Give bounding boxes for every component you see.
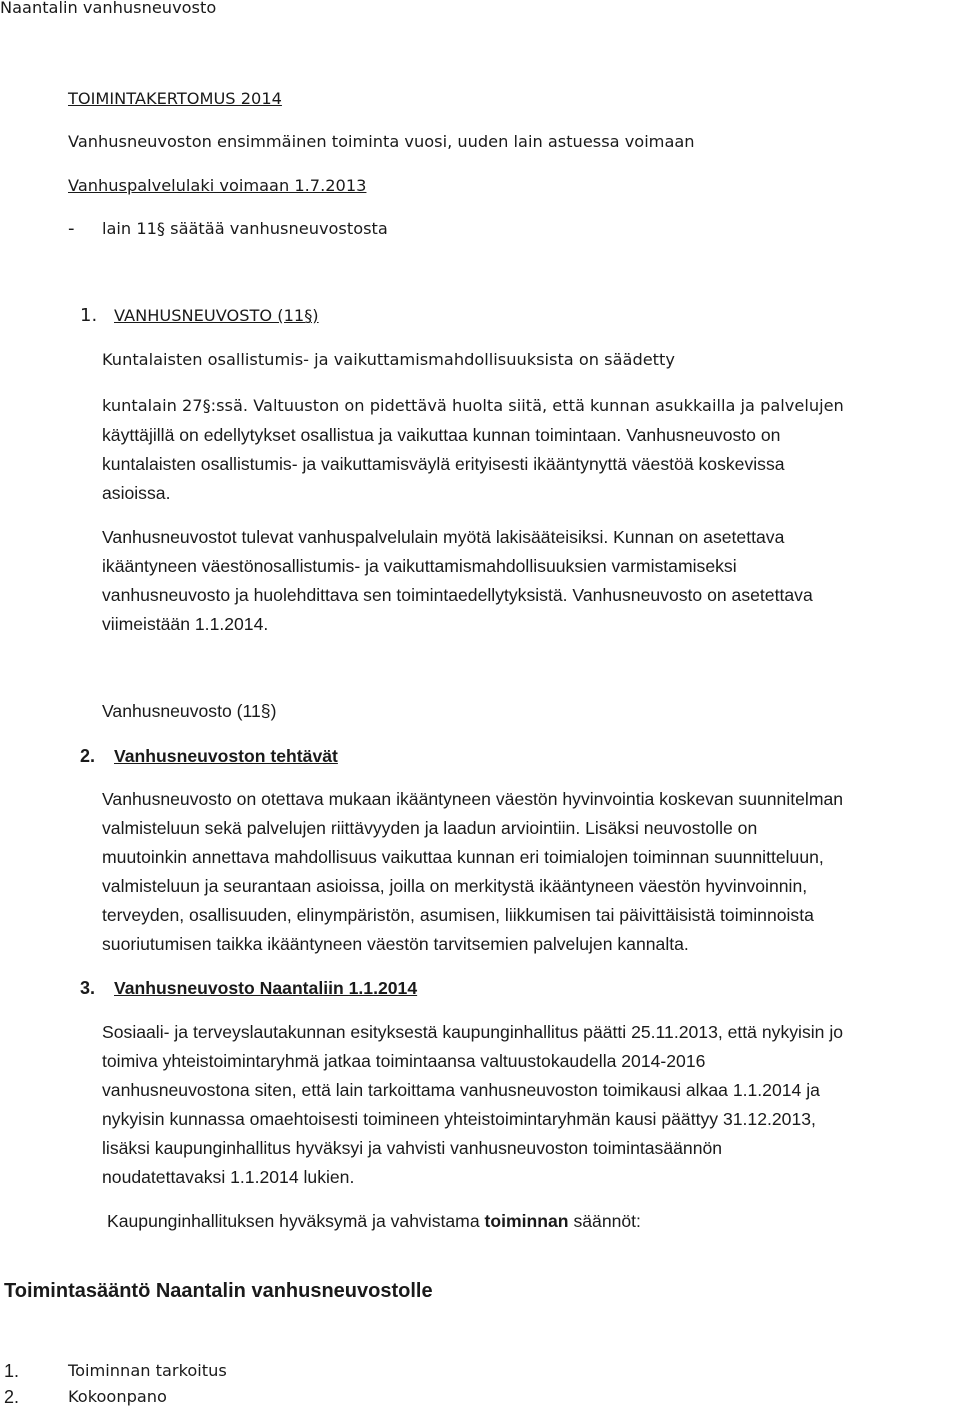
section1-line: ikääntyneen väestönosallistumis- ja vaikuttamismahdollisuuksien varmistamiseksi (102, 556, 737, 576)
section2-line: valmisteluun sekä palvelujen riittävyyden ja laadun arviointiin. Lisäksi neuvostolle on (102, 818, 758, 838)
section2-line: valmisteluun ja seurantaan asioissa, joilla on merkitystä ikääntyneen väestön hyvinvoinnin, (102, 876, 808, 896)
approved-rules-post: säännöt: (568, 1211, 641, 1231)
rules-item-label: Toiminnan tarkoitus (68, 1361, 227, 1380)
report-subtitle: Vanhusneuvoston ensimmäinen toiminta vuosi, uuden lain astuessa voimaan (68, 132, 695, 151)
section3-line: toimiva yhteistoimintaryhmä jatkaa toimintaansa valtuustokaudella 2014-2016 (102, 1051, 706, 1071)
document-header: Naantalin vanhusneuvosto (0, 0, 217, 17)
section1-line: Kuntalaisten osallistumis- ja vaikuttamismahdollisuuksista on säädetty (102, 350, 675, 369)
section2-line: suoriutumisen taikka ikääntyneen väestön tarvitsemien palvelujen kannalta. (102, 934, 689, 954)
section2-line: muutoinkin annettava mahdollisuus vaikuttaa kunnan eri toimialojen toiminnan suunnitteluun, (102, 847, 824, 867)
section2-line: terveyden, osallisuuden, elinympäristön, asumisen, liikkumisen tai päivittäisistä toiminnoista (102, 905, 814, 925)
rules-item-number: 2. (4, 1387, 20, 1407)
approved-rules-line (107, 1210, 641, 1232)
section3-number: 3. (80, 978, 96, 998)
approved-rules-bold: toiminnan (484, 1211, 569, 1231)
section3-heading: Vanhusneuvosto Naantaliin 1.1.2014 (114, 978, 418, 998)
report-title: TOIMINTAKERTOMUS 2014 (68, 89, 282, 108)
rules-item-number: 1. (4, 1361, 20, 1381)
section3-line: Sosiaali- ja terveyslautakunnan esityksestä kaupunginhallitus päätti 25.11.2013, että nykyisin jo (102, 1022, 844, 1042)
rules-title: Toimintasääntö Naantalin vanhusneuvostolle (4, 1280, 433, 1302)
bullet-dash: - (68, 218, 75, 239)
section1-line: kuntalain 27§:ssä. Valtuuston on pidettävä huolta siitä, että kunnan asukkailla ja palvelujen (102, 396, 844, 415)
section3-line: vanhusneuvostona siten, että lain tarkoittama vanhusneuvoston toimikausi alkaa 1.1.2014 ja (102, 1080, 820, 1100)
section1-line: Vanhusneuvostot tulevat vanhuspalvelulain myötä lakisääteisiksi. Kunnan on asetettava (102, 527, 785, 547)
section1-heading: VANHUSNEUVOSTO (11§) (114, 306, 319, 325)
section2-line: Vanhusneuvosto on otettava mukaan ikääntyneen väestön hyvinvointia koskevan suunnitelman (102, 789, 844, 809)
law-heading: Vanhuspalvelulaki voimaan 1.7.2013 (68, 176, 367, 195)
section1-line: vanhusneuvosto ja huolehdittava sen toimintaedellytyksistä. Vanhusneuvosto on asetettava (102, 585, 813, 605)
section1-line: asioissa. (102, 483, 171, 503)
section1-line: käyttäjillä on edellytykset osallistua ja vaikuttaa kunnan toimintaan. Vanhusneuvosto on (102, 425, 781, 445)
law-bullet-text: lain 11§ säätää vanhusneuvostosta (102, 219, 388, 238)
section3-line: nykyisin kunnassa omaehtoisesti toimineen yhteistoimintaryhmän kausi päättyy 31.12.2013, (102, 1109, 816, 1129)
section2-number: 2. (80, 746, 96, 766)
section3-line: lisäksi kaupunginhallitus hyväksyi ja vahvisti vanhusneuvoston toimintasäännön (102, 1138, 723, 1158)
approved-rules-pre: Kaupunginhallituksen hyväksymä ja vahvistama (107, 1211, 485, 1231)
section1-reference: Vanhusneuvosto (11§) (102, 701, 277, 721)
rules-item-label: Kokoonpano (68, 1387, 167, 1406)
section3-line: noudatettavaksi 1.1.2014 lukien. (102, 1167, 355, 1187)
section1-line: kuntalaisten osallistumis- ja vaikuttamisväylä erityisesti ikääntynyttä väestöä koskevissa (102, 454, 785, 474)
section1-number: 1. (80, 305, 98, 326)
section1-line: viimeistään 1.1.2014. (102, 614, 269, 634)
section2-heading: Vanhusneuvoston tehtävät (114, 746, 338, 766)
